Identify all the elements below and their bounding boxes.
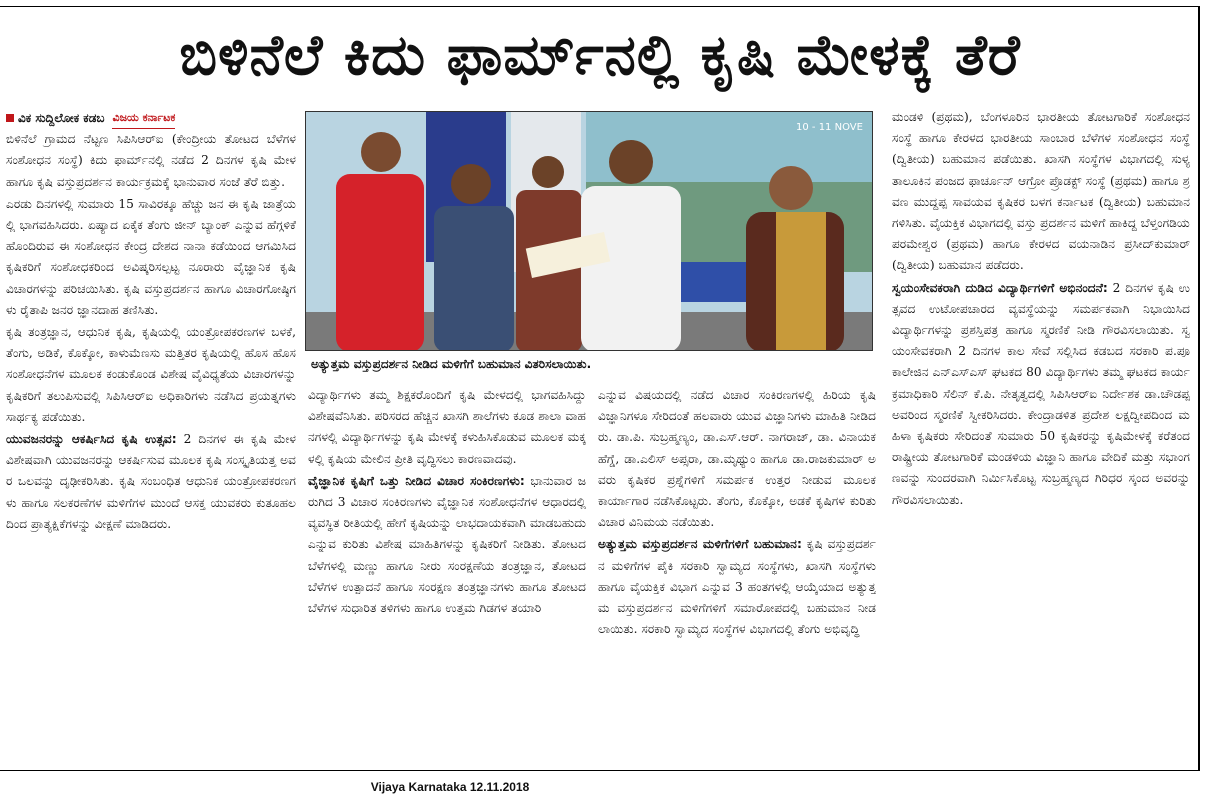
subhead-paragraph: [308, 471, 586, 619]
event-photo: [305, 111, 873, 351]
photo-illustration: [306, 112, 873, 351]
paragraph: ಕೃಷಿ ವಸ್ತುಪ್ರದರ್ಶನ ಮಳಿಗೆಗಳ ಪೈಕಿ ಸರಕಾರಿ ಸ್ವಾಮ್ಯದ ಸಂಸ್ಥೆಗಳು, ಖಾಸಗಿ ಸಂಸ್ಥೆಗಳು ಹಾಗೂ ವೈಯಕ್ತಿಕ ವಿಭಾಗ ಎನ್ನುವ 3 ಹಂತಗಳಲ್ಲಿ ಆಯ್ಕೆಯಾದ ಅತ್ಯುತ್ತಮ ವಸ್ತುಪ್ರದರ್ಶನ ಮಳಿಗೆಗಳಿಗೆ ಸಮಾರೋಪದಲ್ಲಿ ಬಹುಮಾನ ನೀಡಲಾಯಿತು. ಸರಕಾರಿ ಸ್ವಾಮ್ಯದ ಸಂಸ್ಥೆಗಳ ವಿಭಾಗದಲ್ಲಿ ತೆಂಗು ಅಭಿವೃದ್ಧಿ: [598, 537, 876, 637]
subhead-paragraph: [598, 534, 876, 640]
subheading: ವೈಜ್ಞಾನಿಕ ಕೃಷಿಗೆ ಒತ್ತು ನೀಡಿದ ವಿಚಾರ ಸಂಕಿರಣಗಳು:: [308, 473, 525, 488]
publication-logo: ವಿಜಯ ಕರ್ನಾಟಕ: [112, 107, 175, 129]
subheading: ಸ್ವಯಂಸೇವಕರಾಗಿ ದುಡಿದ ವಿದ್ಯಾರ್ಥಿಗಳಿಗೆ ಅಭಿನಂದನೆ:: [892, 280, 1108, 295]
paragraph: ಭಾನುವಾರ ಜರುಗಿದ 3 ವಿಚಾರ ಸಂಕಿರಣಗಳು ವೈಜ್ಞಾನಿಕ ಸಂಶೋಧನೆಗಳ ಆಧಾರದಲ್ಲಿ ವ್ಯವಸ್ಥಿತ ರೀತಿಯಲ್ಲಿ ಹೇಗೆ ಕೃಷಿಯನ್ನು ಲಾಭದಾಯಕವಾಗಿ ಮಾಡಬಹುದು ಎನ್ನುವ ಕುರಿತು ವಿಶೇಷ ಮಾಹಿತಿಗಳನ್ನು ಕೃಷಿಕರಿಗೆ ನೀಡಿತು. ತೋಟದ ಬೆಳೆಗಳಲ್ಲಿ ಮಣ್ಣು ಹಾಗೂ ನೀರು ಸಂರಕ್ಷಣೆಯ ತಂತ್ರಜ್ಞಾನ, ತೋಟದ ಬೆಳೆಗಳ ಉತ್ಪಾದನೆ ಹಾಗೂ ಸಂರಕ್ಷಣ ತಂತ್ರಜ್ಞಾನಗಳು ಹಾಗೂ ತೋಟದ ಬೆಳೆಗಳ ಸುಧಾರಿತ ತಳಿಗಳು ಹಾಗೂ ಉತ್ತಮ ಗಿಡಗಳ ತಯಾರಿ: [308, 473, 586, 616]
paragraph: ಕೃಷಿ ತಂತ್ರಜ್ಞಾನ, ಆಧುನಿಕ ಕೃಷಿ, ಕೃಷಿಯಲ್ಲಿ ಯಂತ್ರೋಪಕರಣಗಳ ಬಳಕೆ, ತೆಂಗು, ಅಡಿಕೆ, ಕೊಕ್ಕೋ, ಕಾಳುಮೆಣಸು ಮತ್ತಿತರ ಕೃಷಿಯಲ್ಲಿ ಹೊಸ ಹೊಸ ಸಂಶೋಧನೆಗಳ ಮೂಲಕ ಕಂಡುಕೊಂಡ ವಿಶೇಷ ವೈವಿಧ್ಯತೆಯ ವಿಚಾರಗಳನ್ನು ಕೃಷಿಕರಿಗೆ ತಲುಪಿಸುವಲ್ಲಿ ಸಿಪಿಸಿಆರ್‌ಐ ಅಧಿಕಾರಿಗಳು ನಡೆಸಿದ ಪ್ರಯತ್ನಗಳು ಸಾರ್ಥಕ್ಯ ಪಡೆಯಿತು.: [6, 325, 296, 424]
photo-caption: ಅತ್ಯುತ್ತಮ ವಸ್ತುಪ್ರದರ್ಶನ ನೀಡಿದ ಮಳಿಗೆಗೆ ಬಹುಮಾನ ವಿತರಿಸಲಾಯಿತು.: [311, 357, 592, 371]
photo-banner-text: 10 - 11 NOVE: [796, 122, 863, 133]
byline-text: ವಿಕ ಸುದ್ದಿಲೋಕ ಕಡಬ: [18, 110, 105, 125]
subheading: ಯುವಜನರನ್ನು ಆಕರ್ಷಿಸಿದ ಕೃಷಿ ಉತ್ಸವ:: [6, 432, 177, 447]
headline: ಬಿಳಿನೆಲೆ ಕಿದು ಫಾರ್ಮ್‌ನಲ್ಲಿ ಕೃಷಿ ಮೇಳಕ್ಕೆ ತೆರೆ: [179, 23, 1021, 88]
byline: [6, 107, 296, 129]
column-4: [892, 107, 1190, 755]
paragraph: ಎರಡು ದಿನಗಳಲ್ಲಿ ಸುಮಾರು 15 ಸಾವಿರಕ್ಕೂ ಹೆಚ್ಚು ಜನ ಈ ಕೃಷಿ ಜಾತ್ರೆಯಲ್ಲಿ ಭಾಗವಹಿಸಿದರು. ಏಷ್ಯಾದ ಏಕೈಕ ತೆಂಗು ಜೀನ್ ಬ್ಯಾಂಕ್ ಎನ್ನುವ ಹೆಗ್ಗಳಿಕೆ ಹೊಂದಿರುವ ಈ ಸಂಶೋಧನ ಕೇಂದ್ರ ದೇಶದ ನಾನಾ ಕಡೆಯಿಂದ ಆಗಮಿಸಿದ ಕೃಷಿಕರಿಗೆ ಸಂಶೋಧಕರಿಂದ ಅವಿಷ್ಕರಿಸಲ್ಪಟ್ಟ ನೂರಾರು ವೈಜ್ಞಾನಿಕ ಕೃಷಿ ವಿಚಾರಗಳನ್ನು ಪರಿಚಯಿಸಿತು. ಕೃಷಿ ವಸ್ತುಪ್ರದರ್ಶನ ಹಾಗೂ ವಿಚಾರಗೋಷ್ಠಿಗಳು ರೈತಾಪಿ ಜನರ ಜ್ಞಾನದಾಹ ತಣಿಸಿತು.: [6, 196, 296, 317]
subheading: ಅತ್ಯುತ್ತಮ ವಸ್ತುಪ್ರದರ್ಶನ ಮಳಿಗೆಗಳಿಗೆ ಬಹುಮಾನ:: [598, 537, 802, 552]
source-credit: Vijaya Karnataka 12.11.2018: [370, 780, 530, 794]
paragraph: 2 ದಿನಗಳ ಈ ಕೃಷಿ ಮೇಳ ವಿಶೇಷವಾಗಿ ಯುವಜನರನ್ನು ಆಕರ್ಷಿಸುವ ಮೂಲಕ ಕೃಷಿ ಸಂಸ್ಕೃತಿಯತ್ತ ಅವರ ಒಲವನ್ನು ದೃಢೀಕರಿಸಿತು. ಕೃಷಿ ಸಂಬಂಧಿತ ಆಧುನಿಕ ಯಂತ್ರೋಪಕರಣಗಳು ಹಾಗೂ ಸಲಕರಣೆಗಳ ಮಳಿಗೆಗಳ ಮುಂದೆ ಆಸಕ್ತ ಯುವಕರು ಕುತೂಹಲದಿಂದ ಪ್ರಾತ್ಯಕ್ಷಿಕೆಗಳನ್ನು ವೀಕ್ಷಣೆ ಮಾಡಿದರು.: [6, 432, 296, 531]
bullet-icon: [6, 114, 14, 122]
subhead-paragraph: [892, 278, 1190, 511]
column-2: [308, 385, 586, 755]
column-3: [598, 385, 876, 755]
column-1: [6, 107, 296, 755]
newspaper-clipping: [0, 6, 1200, 771]
paragraph: ಮಂಡಳಿ (ಪ್ರಥಮ), ಬೆಂಗಳೂರಿನ ಭಾರತೀಯ ತೋಟಗಾರಿಕೆ ಸಂಶೋಧನ ಸಂಸ್ಥೆ ಹಾಗೂ ಕೇರಳದ ಭಾರತೀಯ ಸಾಂಬಾರ ಬೆಳೆಗಳ ಸಂಶೋಧನ ಸಂಸ್ಥೆ (ದ್ವಿತೀಯ) ಬಹುಮಾನ ಪಡೆಯಿತು. ಖಾಸಗಿ ಸಂಸ್ಥೆಗಳ ವಿಭಾಗದಲ್ಲಿ ಸುಳ್ಯ ತಾಲೂಕಿನ ಪಂಜದ ಫಾರ್ಚೂನ್ ಆಗ್ರೋ ಪ್ರೊಡಕ್ಟ್ ಸಂಸ್ಥೆ (ಪ್ರಥಮ) ಹಾಗೂ ಶ್ರವಣ ಮುದ್ದಪ್ಪ ಸಾವಯವ ಕೃಷಿಕರ ಬಳಗ ಕರ್ನಾಟಕ (ದ್ವಿತೀಯ) ಬಹುಮಾನ ಗಳಿಸಿತು. ವೈಯಕ್ತಿಕ ವಿಭಾಗದಲ್ಲಿ ವಸ್ತು ಪ್ರದರ್ಶನ ಮಳಿಗೆ ಹಾಕಿದ್ದ ಬೆಳ್ತಂಗಡಿಯ ಪರಮೇಶ್ವರ (ಪ್ರಥಮ) ಹಾಗೂ ಕೇರಳದ ವಯನಾಡಿನ ಪ್ರಸೀದ್‌ಕುಮಾರ್ (ದ್ವಿತೀಯ) ಬಹುಮಾನ ಪಡೆದರು.: [892, 110, 1190, 273]
paragraph: ಬಿಳಿನೆಲೆ ಗ್ರಾಮದ ನೆಟ್ಟಣ ಸಿಪಿಸಿಆರ್‌ಐ (ಕೇಂದ್ರೀಯ ತೋಟದ ಬೆಳೆಗಳ ಸಂಶೋಧನ ಸಂಸ್ಥೆ) ಕಿದು ಫಾರ್ಮ್‌ನಲ್ಲಿ ನಡೆದ 2 ದಿನಗಳ ಕೃಷಿ ಮೇಳ ಹಾಗೂ ಕೃಷಿ ವಸ್ತುಪ್ರದರ್ಶನ ಕಾರ್ಯಕ್ರಮಕ್ಕೆ ಭಾನುವಾರ ಸಂಜೆ ತೆರೆ ಬಿತ್ತು.: [6, 132, 296, 189]
paragraph: 2 ದಿನಗಳ ಕೃಷಿ ಉತ್ಸವದ ಉಟೋಪಚಾರದ ವ್ಯವಸ್ಥೆಯನ್ನು ಸಮರ್ಪಕವಾಗಿ ನಿಭಾಯಿಸಿದ ವಿದ್ಯಾರ್ಥಿಗಳನ್ನು ಪ್ರಶಸ್ತಿಪತ್ರ ಹಾಗೂ ಸ್ಮರಣಿಕೆ ನೀಡಿ ಗೌರವಿಸಲಾಯಿತು. ಸ್ವಯಂಸೇವಕರಾಗಿ 2 ದಿನಗಳ ಕಾಲ ಸೇವೆ ಸಲ್ಲಿಸಿದ ಕಡಬದ ಸರಕಾರಿ ಪ.ಪೂ ಕಾಲೇಜಿನ ಎನ್ಎಸ್ಎಸ್ ಘಟಕದ 80 ವಿದ್ಯಾರ್ಥಿಗಳು ತಮ್ಮ ಘಟಕದ ಕಾರ್ಯಕ್ರಮಾಧಿಕಾರಿ ಸೆಲಿನ್ ಕೆ.ಪಿ. ನೇತೃತ್ವದಲ್ಲಿ ಸಿಪಿಸಿಆರ್‌ಐ ನಿರ್ದೇಶಕ ಡಾ.ಚೌಡಪ್ಪ ಅವರಿಂದ ಸ್ಮರಣಿಕೆ ಸ್ವೀಕರಿಸಿದರು. ಕೇಂದ್ರಾಡಳಿತ ಪ್ರದೇಶ ಲಕ್ಷದ್ವೀಪದಿಂದ ಮಹಿಳಾ ಕೃಷಿಕರು ಸೇರಿದಂತೆ ಸುಮಾರು 50 ಕೃಷಿಕರನ್ನು ಕೃಷಿಮೇಳಕ್ಕೆ ಕರೆತಂದ ರಾಷ್ಟ್ರೀಯ ತೋಟಗಾರಿಕೆ ಮಂಡಳಿಯ ವಿಜ್ಞಾನಿ ಹಾಗೂ ವೇದಿಕೆ ಮತ್ತು ಸಭಾಂಗಣವನ್ನು ಸುಂದರವಾಗಿ ನಿರ್ಮಿಸಿಕೊಟ್ಟ ಸುಬ್ರಹ್ಮಣ್ಯದ ಗಿರಿಧರ ಸ್ಕಂದ ಅವರನ್ನು ಗೌರವಿಸಲಾಯಿತು.: [892, 280, 1190, 507]
paragraph: ಎನ್ನುವ ವಿಷಯದಲ್ಲಿ ನಡೆದ ವಿಚಾರ ಸಂಕಿರಣಗಳಲ್ಲಿ ಹಿರಿಯ ಕೃಷಿ ವಿಜ್ಞಾನಿಗಳೂ ಸೇರಿದಂತೆ ಹಲವಾರು ಯುವ ವಿಜ್ಞಾನಿಗಳು ಮಾಹಿತಿ ನೀಡಿದರು. ಡಾ.ಪಿ. ಸುಬ್ರಹ್ಮಣ್ಯಂ, ಡಾ.ಎಸ್.ಆರ್. ನಾಗರಾಜ್, ಡಾ. ವಿನಾಯಕ ಹೆಗ್ಡೆ, ಡಾ.ಎಲಿಸ್ ಅಪ್ಸರಾ, ಡಾ.ಮೃಥ್ಯುಂ ಹಾಗೂ ಡಾ.ರಾಜಕುಮಾರ್ ಅವರು ಕೃಷಿಕರ ಪ್ರಶ್ನೆಗಳಿಗೆ ಸಮರ್ಪಕ ಉತ್ತರ ನೀಡುವ ಮೂಲಕ ಕಾರ್ಯಾಗಾರ ನಡೆಸಿಕೊಟ್ಟರು. ತೆಂಗು, ಕೊಕ್ಕೋ, ಅಡಕೆ ಕೃಷಿಗಳ ಕುರಿತು ವಿಚಾರ ವಿನಿಮಯ ನಡೆಯಿತು.: [598, 388, 876, 530]
subhead-paragraph: [6, 429, 296, 535]
paragraph: ವಿದ್ಯಾರ್ಥಿಗಳು ತಮ್ಮ ಶಿಕ್ಷಕರೊಂದಿಗೆ ಕೃಷಿ ಮೇಳದಲ್ಲಿ ಭಾಗವಹಿಸಿದ್ದು ವಿಶೇಷವೆನಿಸಿತು. ಪರಿಸರದ ಹೆಚ್ಚಿನ ಖಾಸಗಿ ಶಾಲೆಗಳು ಕೂಡ ಶಾಲಾ ವಾಹನಗಳಲ್ಲಿ ವಿದ್ಯಾರ್ಥಿಗಳನ್ನು ಕೃಷಿ ಮೇಳಕ್ಕೆ ಕಳುಹಿಸಿಕೊಡುವ ಮೂಲಕ ಮಕ್ಕಳಲ್ಲಿ ಕೃಷಿಯ ಮೇಲಿನ ಪ್ರೀತಿ ವೃದ್ಧಿಸಲು ಕಾರಣವಾದವು.: [308, 388, 586, 466]
